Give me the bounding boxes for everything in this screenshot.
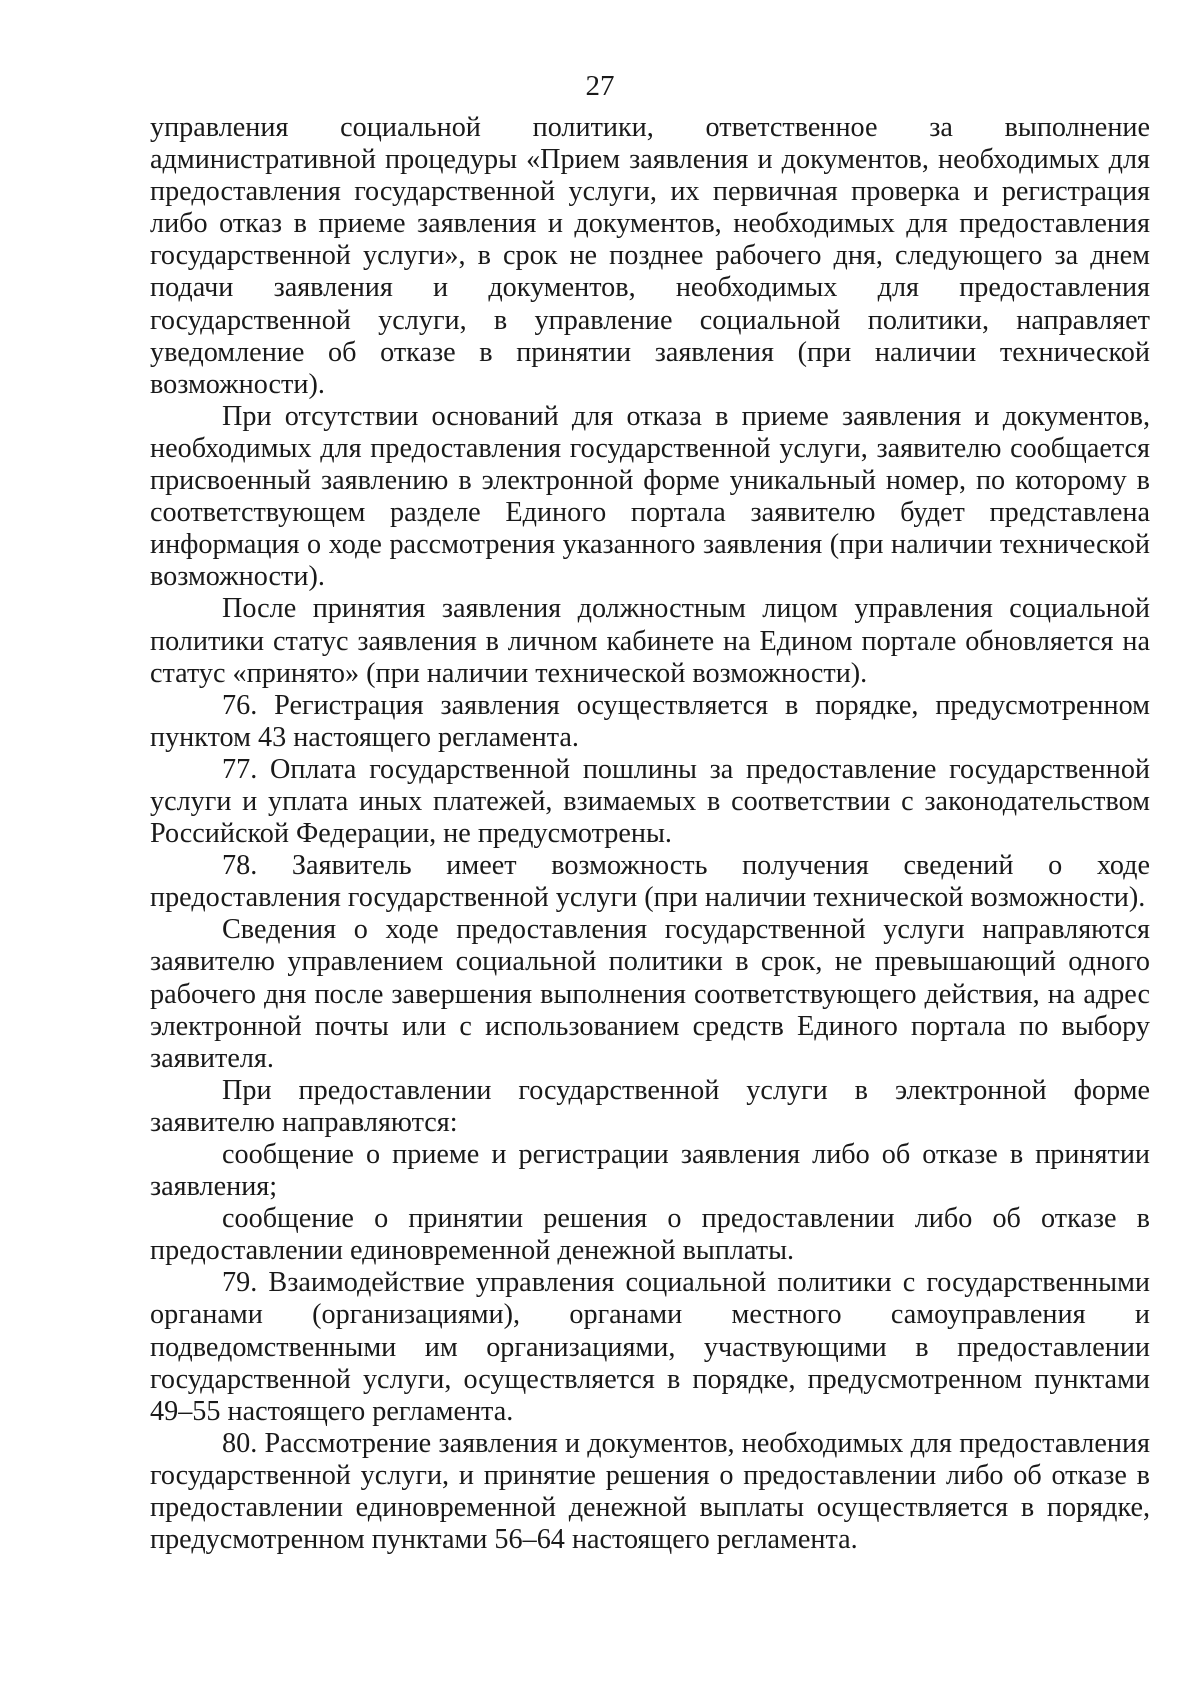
paragraph-item-79: 79. Взаимодействие управления социальной политики с государственными органами (организациями), органами местного самоуправления и подведомственными им организациями, участвующими в предоставлении государственной услуги, осуществляется в порядке, предусмотренном пунктами 49–55 настоящего регламента. [150,1267,1150,1427]
paragraph: После принятия заявления должностным лицом управления социальной политики статус заявления в личном кабинете на Едином портале обновляется на статус «принято» (при наличии технической возможности). [150,593,1150,689]
paragraph-item-77: 77. Оплата государственной пошлины за предоставление государственной услуги и уплата иных платежей, взимаемых в соответствии с законодательством Российской Федерации, не предусмотрены. [150,753,1150,850]
paragraph-item-76: 76. Регистрация заявления осуществляется в порядке, предусмотренном пунктом 43 настоящего регламента. [150,689,1150,753]
document-body [150,112,1150,1556]
paragraph: Сведения о ходе предоставления государственной услуги направляются заявителю управлением социальной политики в срок, не превышающий одного рабочего дня после завершения выполнения соответствующего действия, на адрес электронной почты или с использованием средств Единого портала по выбору заявителя. [150,914,1150,1074]
paragraph: сообщение о приеме и регистрации заявления либо об отказе в принятии заявления; [150,1139,1150,1203]
paragraph-item-80: 80. Рассмотрение заявления и документов, необходимых для предоставления государственной услуги, и принятие решения о предоставлении либо об отказе в предоставлении единовременной денежной выплаты осуществляется в порядке, предусмотренном пунктами 56–64 настоящего регламента. [150,1427,1150,1556]
paragraph: При предоставлении государственной услуги в электронной форме заявителю направляются: [150,1074,1150,1138]
paragraph-continuation: управления социальной политики, ответственное за выполнение административной процедуры «Прием заявления и документов, необходимых для предоставления государственной услуги, их первичная проверка и регистрация либо отказ в приеме заявления и документов, необходимых для предоставления государственной услуги», в срок не позднее рабочего дня, следующего за днем подачи заявления и документов, необходимых для предоставления государственной услуги, в управление социальной политики, направляет уведомление об отказе в принятии заявления (при наличии технической возможности). [150,112,1150,400]
paragraph-item-78: 78. Заявитель имеет возможность получения сведений о ходе предоставления государственной услуги (при наличии технической возможности). [150,850,1150,914]
paragraph: При отсутствии оснований для отказа в приеме заявления и документов, необходимых для предоставления государственной услуги, заявителю сообщается присвоенный заявлению в электронной форме уникальный номер, по которому в соответствующем разделе Единого портала заявителю будет представлена информация о ходе рассмотрения указанного заявления (при наличии технической возможности). [150,400,1150,593]
page-number: 27 [585,70,615,102]
paragraph: сообщение о принятии решения о предоставлении либо об отказе в предоставлении единовременной денежной выплаты. [150,1203,1150,1267]
